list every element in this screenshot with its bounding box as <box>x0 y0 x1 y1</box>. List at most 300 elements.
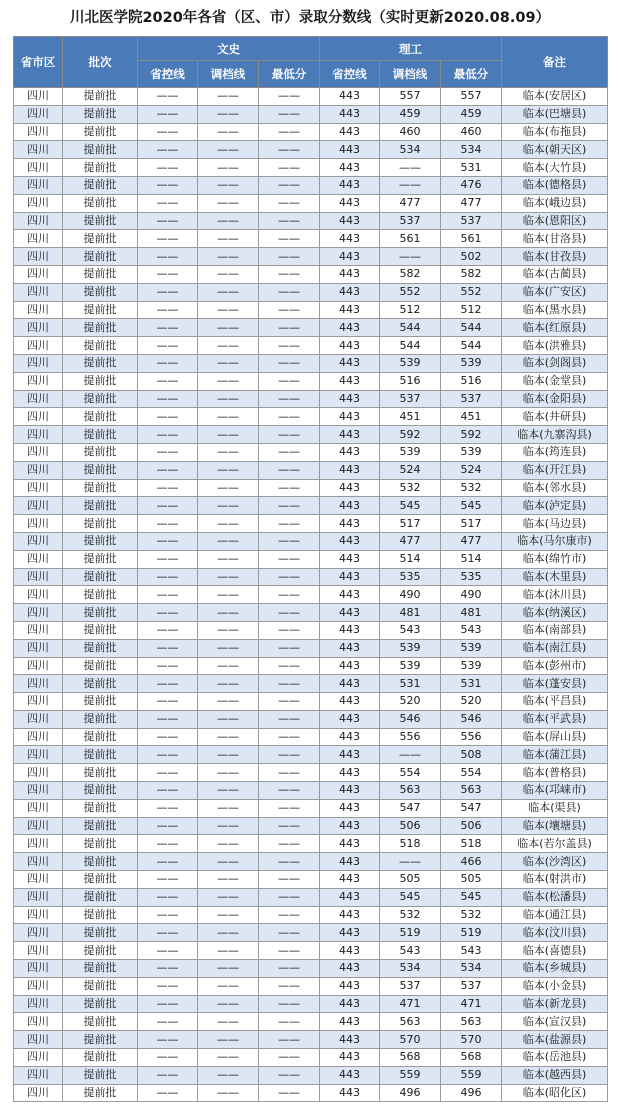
cell-ligong-min-score: 451 <box>441 408 502 426</box>
cell-ligong-min-score: 477 <box>441 194 502 212</box>
header-note: 备注 <box>502 37 608 88</box>
cell-ligong-adjust-line: 543 <box>380 621 441 639</box>
cell-wenshi-min-score: —— <box>259 1049 320 1067</box>
cell-ligong-control-line: 443 <box>320 1013 380 1031</box>
cell-province: 四川 <box>14 568 63 586</box>
cell-wenshi-min-score: —— <box>259 194 320 212</box>
table-row <box>14 212 608 230</box>
cell-ligong-adjust-line: 477 <box>380 532 441 550</box>
cell-province: 四川 <box>14 888 63 906</box>
cell-ligong-control-line: 443 <box>320 799 380 817</box>
cell-note: 临本(小金县) <box>502 977 608 995</box>
cell-batch: 提前批 <box>63 960 138 978</box>
cell-wenshi-control-line: —— <box>138 799 198 817</box>
cell-province: 四川 <box>14 265 63 283</box>
cell-wenshi-control-line: —— <box>138 532 198 550</box>
cell-wenshi-min-score: —— <box>259 515 320 533</box>
cell-ligong-min-score: 476 <box>441 176 502 194</box>
cell-note: 临本(马边县) <box>502 515 608 533</box>
cell-wenshi-adjust-line: —— <box>198 105 259 123</box>
cell-ligong-min-score: 532 <box>441 906 502 924</box>
cell-batch: 提前批 <box>63 1066 138 1084</box>
cell-ligong-control-line: 443 <box>320 888 380 906</box>
cell-note: 临本(泸定县) <box>502 497 608 515</box>
table-row <box>14 799 608 817</box>
cell-wenshi-min-score: —— <box>259 141 320 159</box>
cell-ligong-min-score: 582 <box>441 265 502 283</box>
cell-wenshi-min-score: —— <box>259 693 320 711</box>
cell-province: 四川 <box>14 764 63 782</box>
cell-ligong-control-line: 443 <box>320 550 380 568</box>
cell-batch: 提前批 <box>63 461 138 479</box>
cell-ligong-control-line: 443 <box>320 105 380 123</box>
cell-wenshi-adjust-line: —— <box>198 995 259 1013</box>
cell-note: 临本(盐源县) <box>502 1031 608 1049</box>
table-row <box>14 657 608 675</box>
cell-wenshi-min-score: —— <box>259 550 320 568</box>
cell-note: 临本(红原县) <box>502 319 608 337</box>
cell-batch: 提前批 <box>63 1013 138 1031</box>
cell-ligong-adjust-line: 534 <box>380 141 441 159</box>
cell-wenshi-control-line: —— <box>138 194 198 212</box>
cell-wenshi-adjust-line: —— <box>198 835 259 853</box>
cell-ligong-control-line: 443 <box>320 1066 380 1084</box>
table-row <box>14 337 608 355</box>
cell-note: 临本(绵竹市) <box>502 550 608 568</box>
cell-ligong-adjust-line: 544 <box>380 337 441 355</box>
cell-wenshi-adjust-line: —— <box>198 372 259 390</box>
cell-ligong-control-line: 443 <box>320 390 380 408</box>
cell-province: 四川 <box>14 835 63 853</box>
table-row <box>14 176 608 194</box>
header-wenshi-adjust-line: 调档线 <box>198 61 259 88</box>
cell-ligong-min-score: 524 <box>441 461 502 479</box>
cell-ligong-adjust-line: 554 <box>380 764 441 782</box>
cell-wenshi-control-line: —— <box>138 657 198 675</box>
cell-ligong-min-score: 477 <box>441 532 502 550</box>
cell-wenshi-control-line: —— <box>138 248 198 266</box>
cell-note: 临本(井研县) <box>502 408 608 426</box>
cell-wenshi-adjust-line: —— <box>198 159 259 177</box>
cell-ligong-adjust-line: 547 <box>380 799 441 817</box>
cell-wenshi-min-score: —— <box>259 977 320 995</box>
cell-province: 四川 <box>14 1049 63 1067</box>
cell-wenshi-adjust-line: —— <box>198 354 259 372</box>
cell-wenshi-adjust-line: —— <box>198 123 259 141</box>
cell-wenshi-control-line: —— <box>138 176 198 194</box>
cell-wenshi-control-line: —— <box>138 782 198 800</box>
header-province: 省市区 <box>14 37 63 88</box>
cell-wenshi-adjust-line: —— <box>198 230 259 248</box>
cell-ligong-min-score: 502 <box>441 248 502 266</box>
cell-ligong-min-score: 531 <box>441 675 502 693</box>
cell-wenshi-control-line: —— <box>138 88 198 106</box>
cell-wenshi-adjust-line: —— <box>198 604 259 622</box>
cell-ligong-control-line: 443 <box>320 176 380 194</box>
cell-province: 四川 <box>14 408 63 426</box>
cell-province: 四川 <box>14 159 63 177</box>
cell-ligong-control-line: 443 <box>320 443 380 461</box>
cell-batch: 提前批 <box>63 88 138 106</box>
cell-province: 四川 <box>14 675 63 693</box>
cell-wenshi-min-score: —— <box>259 354 320 372</box>
cell-wenshi-adjust-line: —— <box>198 283 259 301</box>
cell-ligong-control-line: 443 <box>320 621 380 639</box>
cell-province: 四川 <box>14 1066 63 1084</box>
cell-province: 四川 <box>14 532 63 550</box>
cell-wenshi-control-line: —— <box>138 888 198 906</box>
cell-wenshi-control-line: —— <box>138 372 198 390</box>
cell-wenshi-control-line: —— <box>138 461 198 479</box>
cell-ligong-control-line: 443 <box>320 426 380 444</box>
cell-wenshi-min-score: —— <box>259 123 320 141</box>
cell-wenshi-control-line: —— <box>138 265 198 283</box>
cell-note: 临本(宣汉县) <box>502 1013 608 1031</box>
cell-note: 临本(蓬安县) <box>502 675 608 693</box>
cell-ligong-adjust-line: 539 <box>380 639 441 657</box>
cell-wenshi-min-score: —— <box>259 105 320 123</box>
cell-wenshi-min-score: —— <box>259 479 320 497</box>
cell-wenshi-adjust-line: —— <box>198 675 259 693</box>
cell-note: 临本(布拖县) <box>502 123 608 141</box>
table-row <box>14 283 608 301</box>
table-row <box>14 782 608 800</box>
cell-ligong-control-line: 443 <box>320 960 380 978</box>
cell-ligong-adjust-line: 561 <box>380 230 441 248</box>
cell-wenshi-min-score: —— <box>259 710 320 728</box>
cell-ligong-adjust-line: 496 <box>380 1084 441 1102</box>
cell-ligong-min-score: 508 <box>441 746 502 764</box>
cell-wenshi-control-line: —— <box>138 301 198 319</box>
cell-ligong-min-score: 531 <box>441 159 502 177</box>
table-row <box>14 230 608 248</box>
cell-ligong-min-score: 559 <box>441 1066 502 1084</box>
cell-ligong-adjust-line: 582 <box>380 265 441 283</box>
header-ligong-min-score: 最低分 <box>441 61 502 88</box>
cell-note: 临本(巴塘县) <box>502 105 608 123</box>
cell-note: 临本(南江县) <box>502 639 608 657</box>
cell-wenshi-control-line: —— <box>138 319 198 337</box>
cell-wenshi-adjust-line: —— <box>198 248 259 266</box>
table-row <box>14 159 608 177</box>
cell-ligong-min-score: 557 <box>441 88 502 106</box>
cell-province: 四川 <box>14 479 63 497</box>
cell-ligong-min-score: 517 <box>441 515 502 533</box>
cell-ligong-min-score: 539 <box>441 443 502 461</box>
cell-batch: 提前批 <box>63 1084 138 1102</box>
cell-ligong-adjust-line: 524 <box>380 461 441 479</box>
table-row <box>14 443 608 461</box>
cell-ligong-min-score: 543 <box>441 942 502 960</box>
cell-ligong-control-line: 443 <box>320 675 380 693</box>
cell-ligong-min-score: 519 <box>441 924 502 942</box>
header-ligong-control-line: 省控线 <box>320 61 380 88</box>
cell-batch: 提前批 <box>63 675 138 693</box>
cell-note: 临本(屏山县) <box>502 728 608 746</box>
cell-note: 临本(恩阳区) <box>502 212 608 230</box>
cell-ligong-control-line: 443 <box>320 1031 380 1049</box>
cell-batch: 提前批 <box>63 212 138 230</box>
cell-ligong-adjust-line: 532 <box>380 479 441 497</box>
cell-batch: 提前批 <box>63 141 138 159</box>
cell-wenshi-adjust-line: —— <box>198 942 259 960</box>
cell-ligong-adjust-line: 537 <box>380 977 441 995</box>
table-row <box>14 1066 608 1084</box>
cell-ligong-adjust-line: —— <box>380 159 441 177</box>
cell-note: 临本(汶川县) <box>502 924 608 942</box>
cell-province: 四川 <box>14 1013 63 1031</box>
cell-note: 临本(金阳县) <box>502 390 608 408</box>
cell-wenshi-min-score: —— <box>259 604 320 622</box>
table-row <box>14 354 608 372</box>
table-row <box>14 497 608 515</box>
cell-wenshi-min-score: —— <box>259 1084 320 1102</box>
cell-wenshi-adjust-line: —— <box>198 479 259 497</box>
cell-wenshi-adjust-line: —— <box>198 301 259 319</box>
cell-ligong-min-score: 506 <box>441 817 502 835</box>
cell-province: 四川 <box>14 746 63 764</box>
cell-ligong-adjust-line: —— <box>380 746 441 764</box>
cell-wenshi-adjust-line: —— <box>198 693 259 711</box>
cell-ligong-adjust-line: 481 <box>380 604 441 622</box>
cell-note: 临本(朝天区) <box>502 141 608 159</box>
cell-province: 四川 <box>14 906 63 924</box>
cell-ligong-control-line: 443 <box>320 764 380 782</box>
cell-province: 四川 <box>14 372 63 390</box>
cell-wenshi-adjust-line: —— <box>198 657 259 675</box>
cell-wenshi-control-line: —— <box>138 621 198 639</box>
cell-ligong-control-line: 443 <box>320 194 380 212</box>
cell-wenshi-control-line: —— <box>138 443 198 461</box>
table-row <box>14 906 608 924</box>
cell-wenshi-control-line: —— <box>138 995 198 1013</box>
cell-wenshi-control-line: —— <box>138 924 198 942</box>
cell-note: 临本(开江县) <box>502 461 608 479</box>
cell-batch: 提前批 <box>63 337 138 355</box>
cell-ligong-control-line: 443 <box>320 817 380 835</box>
cell-wenshi-min-score: —— <box>259 248 320 266</box>
cell-province: 四川 <box>14 194 63 212</box>
cell-batch: 提前批 <box>63 105 138 123</box>
cell-ligong-adjust-line: 471 <box>380 995 441 1013</box>
table-row <box>14 1031 608 1049</box>
cell-wenshi-control-line: —— <box>138 1066 198 1084</box>
cell-note: 临本(筠连县) <box>502 443 608 461</box>
cell-wenshi-control-line: —— <box>138 212 198 230</box>
cell-note: 临本(广安区) <box>502 283 608 301</box>
cell-province: 四川 <box>14 212 63 230</box>
cell-batch: 提前批 <box>63 372 138 390</box>
cell-wenshi-control-line: —— <box>138 942 198 960</box>
cell-wenshi-adjust-line: —— <box>198 817 259 835</box>
cell-ligong-control-line: 443 <box>320 693 380 711</box>
cell-batch: 提前批 <box>63 799 138 817</box>
cell-batch: 提前批 <box>63 479 138 497</box>
cell-wenshi-control-line: —— <box>138 479 198 497</box>
cell-wenshi-min-score: —— <box>259 283 320 301</box>
cell-ligong-min-score: 534 <box>441 960 502 978</box>
cell-wenshi-control-line: —— <box>138 515 198 533</box>
cell-ligong-adjust-line: —— <box>380 176 441 194</box>
cell-ligong-adjust-line: 592 <box>380 426 441 444</box>
cell-province: 四川 <box>14 248 63 266</box>
cell-batch: 提前批 <box>63 515 138 533</box>
cell-batch: 提前批 <box>63 426 138 444</box>
cell-note: 临本(平昌县) <box>502 693 608 711</box>
cell-note: 临本(甘孜县) <box>502 248 608 266</box>
cell-wenshi-min-score: —— <box>259 799 320 817</box>
cell-wenshi-adjust-line: —— <box>198 337 259 355</box>
cell-note: 临本(通江县) <box>502 906 608 924</box>
cell-wenshi-control-line: —— <box>138 871 198 889</box>
cell-note: 临本(邛崃市) <box>502 782 608 800</box>
cell-batch: 提前批 <box>63 942 138 960</box>
cell-ligong-adjust-line: 517 <box>380 515 441 533</box>
cell-ligong-min-score: 466 <box>441 853 502 871</box>
cell-ligong-control-line: 443 <box>320 123 380 141</box>
cell-ligong-control-line: 443 <box>320 354 380 372</box>
cell-wenshi-adjust-line: —— <box>198 194 259 212</box>
cell-ligong-control-line: 443 <box>320 159 380 177</box>
cell-note: 临本(普格县) <box>502 764 608 782</box>
cell-note: 临本(南部县) <box>502 621 608 639</box>
cell-ligong-control-line: 443 <box>320 586 380 604</box>
table-row <box>14 301 608 319</box>
cell-ligong-adjust-line: 539 <box>380 354 441 372</box>
cell-batch: 提前批 <box>63 586 138 604</box>
cell-wenshi-min-score: —— <box>259 1066 320 1084</box>
cell-note: 临本(古蔺县) <box>502 265 608 283</box>
cell-note: 临本(渠县) <box>502 799 608 817</box>
cell-ligong-adjust-line: 534 <box>380 960 441 978</box>
cell-wenshi-control-line: —— <box>138 960 198 978</box>
cell-province: 四川 <box>14 88 63 106</box>
cell-batch: 提前批 <box>63 995 138 1013</box>
cell-ligong-min-score: 539 <box>441 657 502 675</box>
cell-batch: 提前批 <box>63 390 138 408</box>
cell-batch: 提前批 <box>63 888 138 906</box>
cell-wenshi-adjust-line: —— <box>198 853 259 871</box>
cell-province: 四川 <box>14 977 63 995</box>
cell-ligong-adjust-line: 520 <box>380 693 441 711</box>
cell-batch: 提前批 <box>63 176 138 194</box>
cell-province: 四川 <box>14 728 63 746</box>
cell-wenshi-min-score: —— <box>259 212 320 230</box>
cell-wenshi-min-score: —— <box>259 960 320 978</box>
cell-province: 四川 <box>14 354 63 372</box>
cell-ligong-control-line: 443 <box>320 906 380 924</box>
cell-wenshi-adjust-line: —— <box>198 960 259 978</box>
cell-ligong-min-score: 546 <box>441 710 502 728</box>
cell-ligong-control-line: 443 <box>320 265 380 283</box>
cell-wenshi-control-line: —— <box>138 337 198 355</box>
cell-ligong-min-score: 563 <box>441 1013 502 1031</box>
table-row <box>14 639 608 657</box>
table-row <box>14 390 608 408</box>
table-row <box>14 426 608 444</box>
cell-ligong-adjust-line: 539 <box>380 443 441 461</box>
cell-wenshi-min-score: —— <box>259 497 320 515</box>
cell-ligong-adjust-line: 477 <box>380 194 441 212</box>
cell-ligong-control-line: 443 <box>320 141 380 159</box>
cell-ligong-min-score: 568 <box>441 1049 502 1067</box>
cell-province: 四川 <box>14 639 63 657</box>
cell-wenshi-adjust-line: —— <box>198 88 259 106</box>
table-row <box>14 105 608 123</box>
header-batch: 批次 <box>63 37 138 88</box>
cell-ligong-control-line: 443 <box>320 479 380 497</box>
cell-ligong-min-score: 539 <box>441 639 502 657</box>
cell-ligong-control-line: 443 <box>320 657 380 675</box>
cell-wenshi-control-line: —— <box>138 817 198 835</box>
cell-ligong-control-line: 443 <box>320 995 380 1013</box>
cell-wenshi-control-line: —— <box>138 675 198 693</box>
cell-province: 四川 <box>14 443 63 461</box>
cell-batch: 提前批 <box>63 550 138 568</box>
cell-wenshi-control-line: —— <box>138 853 198 871</box>
cell-wenshi-min-score: —— <box>259 746 320 764</box>
cell-wenshi-control-line: —— <box>138 408 198 426</box>
cell-wenshi-min-score: —— <box>259 337 320 355</box>
cell-wenshi-control-line: —— <box>138 1084 198 1102</box>
cell-ligong-adjust-line: 518 <box>380 835 441 853</box>
table-row <box>14 479 608 497</box>
cell-note: 临本(安居区) <box>502 88 608 106</box>
table-body <box>14 88 608 1102</box>
cell-wenshi-adjust-line: —— <box>198 443 259 461</box>
cell-ligong-control-line: 443 <box>320 782 380 800</box>
cell-wenshi-control-line: —— <box>138 1013 198 1031</box>
cell-ligong-adjust-line: 537 <box>380 212 441 230</box>
cell-wenshi-control-line: —— <box>138 906 198 924</box>
cell-wenshi-min-score: —— <box>259 888 320 906</box>
cell-province: 四川 <box>14 230 63 248</box>
cell-note: 临本(剑阁县) <box>502 354 608 372</box>
cell-ligong-control-line: 443 <box>320 710 380 728</box>
cell-ligong-min-score: 514 <box>441 550 502 568</box>
cell-batch: 提前批 <box>63 1031 138 1049</box>
cell-ligong-min-score: 554 <box>441 764 502 782</box>
table-row <box>14 408 608 426</box>
cell-batch: 提前批 <box>63 194 138 212</box>
cell-ligong-adjust-line: 544 <box>380 319 441 337</box>
cell-wenshi-control-line: —— <box>138 977 198 995</box>
cell-province: 四川 <box>14 515 63 533</box>
cell-ligong-adjust-line: 563 <box>380 1013 441 1031</box>
cell-wenshi-control-line: —— <box>138 710 198 728</box>
cell-batch: 提前批 <box>63 764 138 782</box>
cell-ligong-adjust-line: 505 <box>380 871 441 889</box>
cell-wenshi-min-score: —— <box>259 390 320 408</box>
cell-ligong-min-score: 544 <box>441 319 502 337</box>
cell-ligong-control-line: 443 <box>320 977 380 995</box>
cell-ligong-adjust-line: 532 <box>380 906 441 924</box>
cell-ligong-min-score: 563 <box>441 782 502 800</box>
cell-province: 四川 <box>14 871 63 889</box>
cell-ligong-adjust-line: 543 <box>380 942 441 960</box>
cell-note: 临本(乡城县) <box>502 960 608 978</box>
cell-wenshi-min-score: —— <box>259 301 320 319</box>
cell-batch: 提前批 <box>63 693 138 711</box>
cell-wenshi-adjust-line: —— <box>198 1031 259 1049</box>
cell-wenshi-min-score: —— <box>259 871 320 889</box>
cell-ligong-control-line: 443 <box>320 248 380 266</box>
cell-batch: 提前批 <box>63 408 138 426</box>
cell-province: 四川 <box>14 337 63 355</box>
cell-wenshi-control-line: —— <box>138 354 198 372</box>
cell-province: 四川 <box>14 693 63 711</box>
cell-wenshi-adjust-line: —— <box>198 639 259 657</box>
